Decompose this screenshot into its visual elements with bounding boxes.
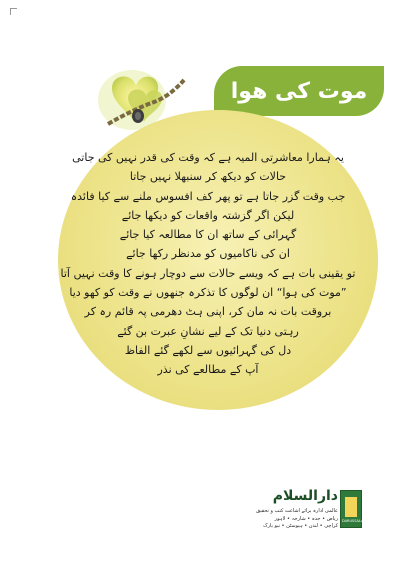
logo-emblem-icon [345,497,357,517]
poem-line: یہ ہمارا معاشرتی المیہ ہے کہ وقت کی قدر نہیں کی جاتی [72,151,344,164]
poem-line: ”موت کی ہوا“ ان لوگوں کا تذکرہ جنھوں نے وقت کو کھو دیا [69,286,347,300]
poem-line: لیکن اگر گزشتہ واقعات کو دیکھا جائے [121,208,295,222]
logo-text: DARUSSALAM [342,519,367,523]
poem-line: بروقت بات نہ مان کر، اپنی ہٹ دھرمی پہ قائم رہ کر [84,305,332,319]
poem-text [30,148,386,380]
poem-line: آپ کے مطالعے کی نذر [157,363,259,377]
title-banner [214,66,384,116]
poem-line: تو یقینی بات ہے کہ ویسے حالات سے دوچار ہونے کا وقت نہیں آتا [60,266,356,280]
publisher-cities-2: کراچی • لندن • ہیوسٹن • نیو یارک [263,523,338,529]
poem-line: جب وقت گزر جاتا ہے تو پھر کف افسوس ملنے سے کیا فائدہ [70,189,346,203]
publisher-name: دارالسلام [272,488,338,504]
publisher-tagline: عالمی ادارہ برائے اشاعت کتب و تحقیق [256,508,338,514]
poem-line: دل کی گہرائیوں سے لکھے گئے الفاظ [124,343,292,357]
publisher-cities: ریاض • جدہ • شارجہ • لاہور [274,516,338,522]
poem-line: رہتی دنیا تک کے لیے نشانِ عبرت بن گئے [117,324,299,338]
crop-mark [10,8,17,15]
publisher-footer [212,488,367,534]
poem-line: ان کی ناکامیوں کو مدنظر رکھا جائے [126,247,290,261]
publisher-logo [340,490,367,528]
page-title: موت کی ھوا [230,78,368,104]
poem-line: حالات کو دیکھ کر سنبھلا نہیں جاتا [129,170,287,184]
poem-line: گہرائی کے ساتھ ان کا مطالعہ کیا جائے [119,228,297,242]
